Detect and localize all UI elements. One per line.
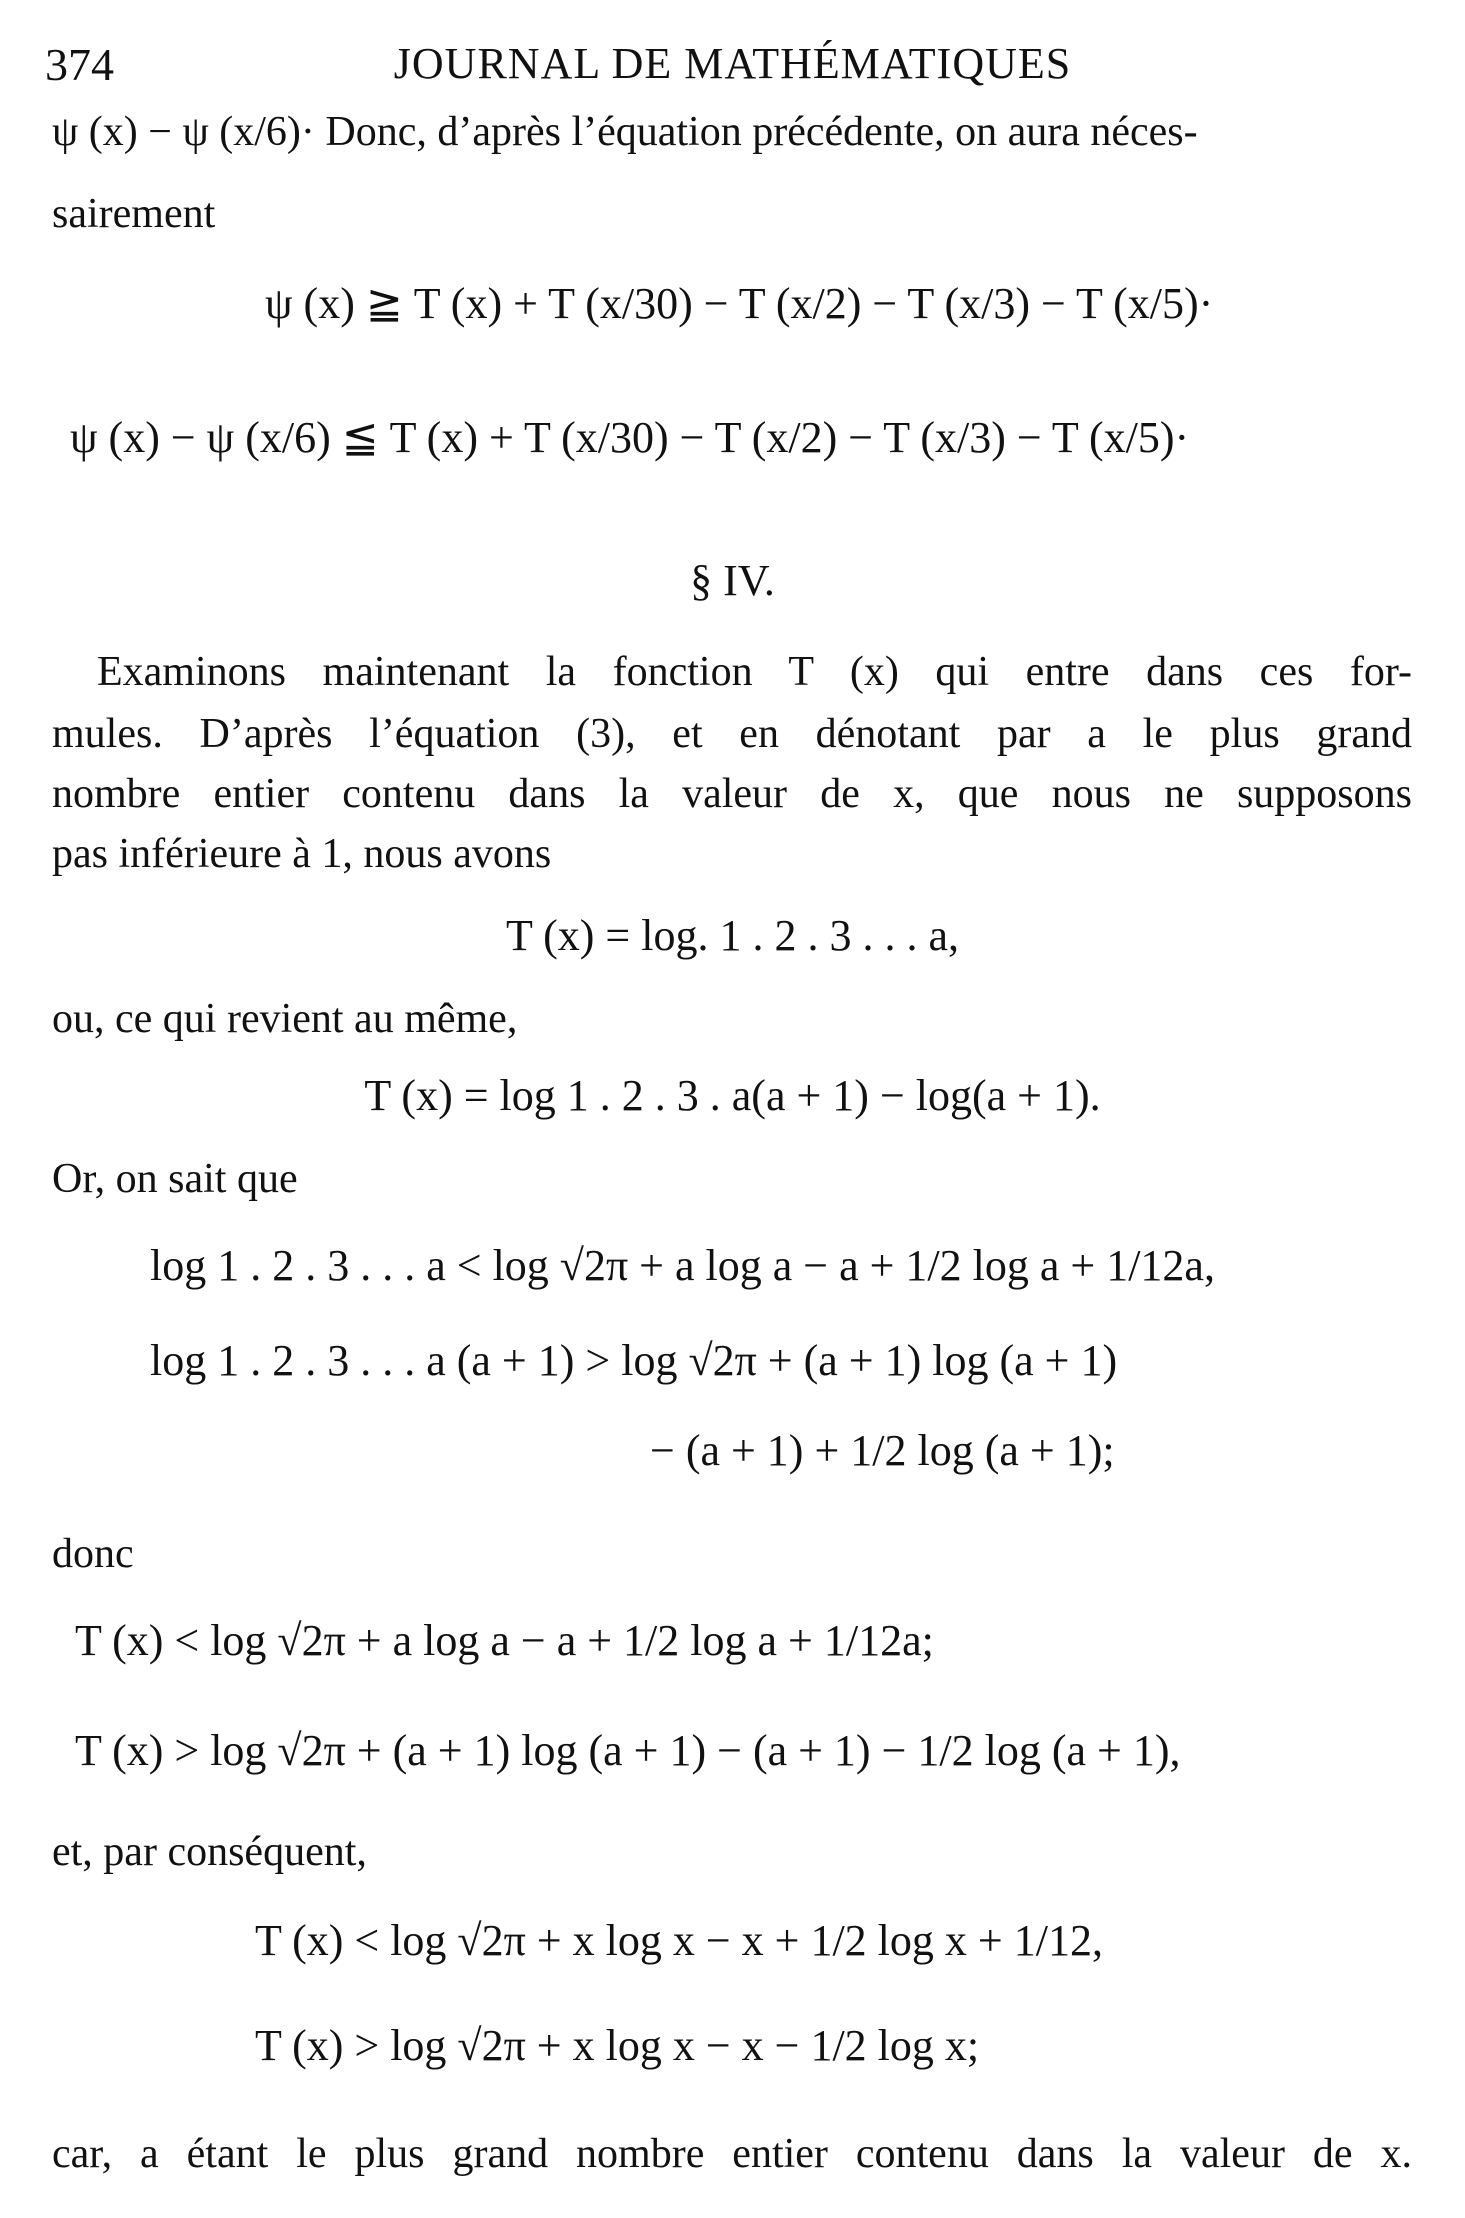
inequality-log-factorial-lower: log 1 . 2 . 3 . . . a (a + 1) > log √2π + (a + 1) log (a + 1) bbox=[150, 1336, 1118, 1385]
text-line-car: car, a étant le plus grand nombre entier contenu dans la valeur de x. bbox=[52, 2131, 1412, 2177]
equation-T-log-alt: T (x) = log 1 . 2 . 3 . a(a + 1) − log(a + 1). bbox=[364, 1071, 1101, 1120]
paragraph-line-3: nombre entier contenu dans la valeur de x, que nous ne supposons bbox=[52, 771, 1412, 817]
text-line-2: sairement bbox=[52, 191, 216, 237]
paragraph-line-2: mules. D’après l’équation (3), et en dénotant par a le plus grand bbox=[52, 711, 1412, 757]
text-line-1: ψ (x) − ψ (x/6)· Donc, d’après l’équation précédente, on aura néces- bbox=[52, 109, 1198, 155]
inequality-T-upper-x: T (x) < log √2π + x log x − x + 1/2 log x + 1/12, bbox=[255, 1916, 1103, 1965]
inequality-T-lower-a: T (x) > log √2π + (a + 1) log (a + 1) − (a + 1) − 1/2 log (a + 1), bbox=[75, 1726, 1181, 1775]
text-line-et: et, par conséquent, bbox=[52, 1829, 367, 1875]
text-line-or: Or, on sait que bbox=[52, 1156, 298, 1202]
running-header: JOURNAL DE MATHÉMATIQUES bbox=[393, 39, 1072, 88]
text-line-ou: ou, ce qui revient au même, bbox=[52, 996, 518, 1042]
inequality-T-lower-x: T (x) > log √2π + x log x − x − 1/2 log x; bbox=[255, 2021, 980, 2070]
inequality-psi-upper: ψ (x) − ψ (x/6) ≦ T (x) + T (x/30) − T (x/2) − T (x/3) − T (x/5)· bbox=[70, 413, 1190, 462]
inequality-log-factorial-lower-cont: − (a + 1) + 1/2 log (a + 1); bbox=[650, 1426, 1115, 1475]
paragraph-line-4: pas inférieure à 1, nous avons bbox=[52, 831, 552, 877]
text-line-donc: donc bbox=[52, 1531, 134, 1577]
equation-T-log: T (x) = log. 1 . 2 . 3 . . . a, bbox=[506, 911, 959, 960]
page-number: 374 bbox=[45, 39, 114, 90]
inequality-log-factorial-upper: log 1 . 2 . 3 . . . a < log √2π + a log a − a + 1/2 log a + 1/12a, bbox=[150, 1241, 1215, 1290]
paragraph-line-1: Examinons maintenant la fonction T (x) qui entre dans ces for- bbox=[97, 649, 1412, 695]
section-heading: § IV. bbox=[690, 556, 775, 605]
inequality-psi-lower: ψ (x) ≧ T (x) + T (x/30) − T (x/2) − T (x/3) − T (x/5)· bbox=[265, 279, 1214, 328]
inequality-T-upper-a: T (x) < log √2π + a log a − a + 1/2 log a + 1/12a; bbox=[75, 1616, 934, 1665]
